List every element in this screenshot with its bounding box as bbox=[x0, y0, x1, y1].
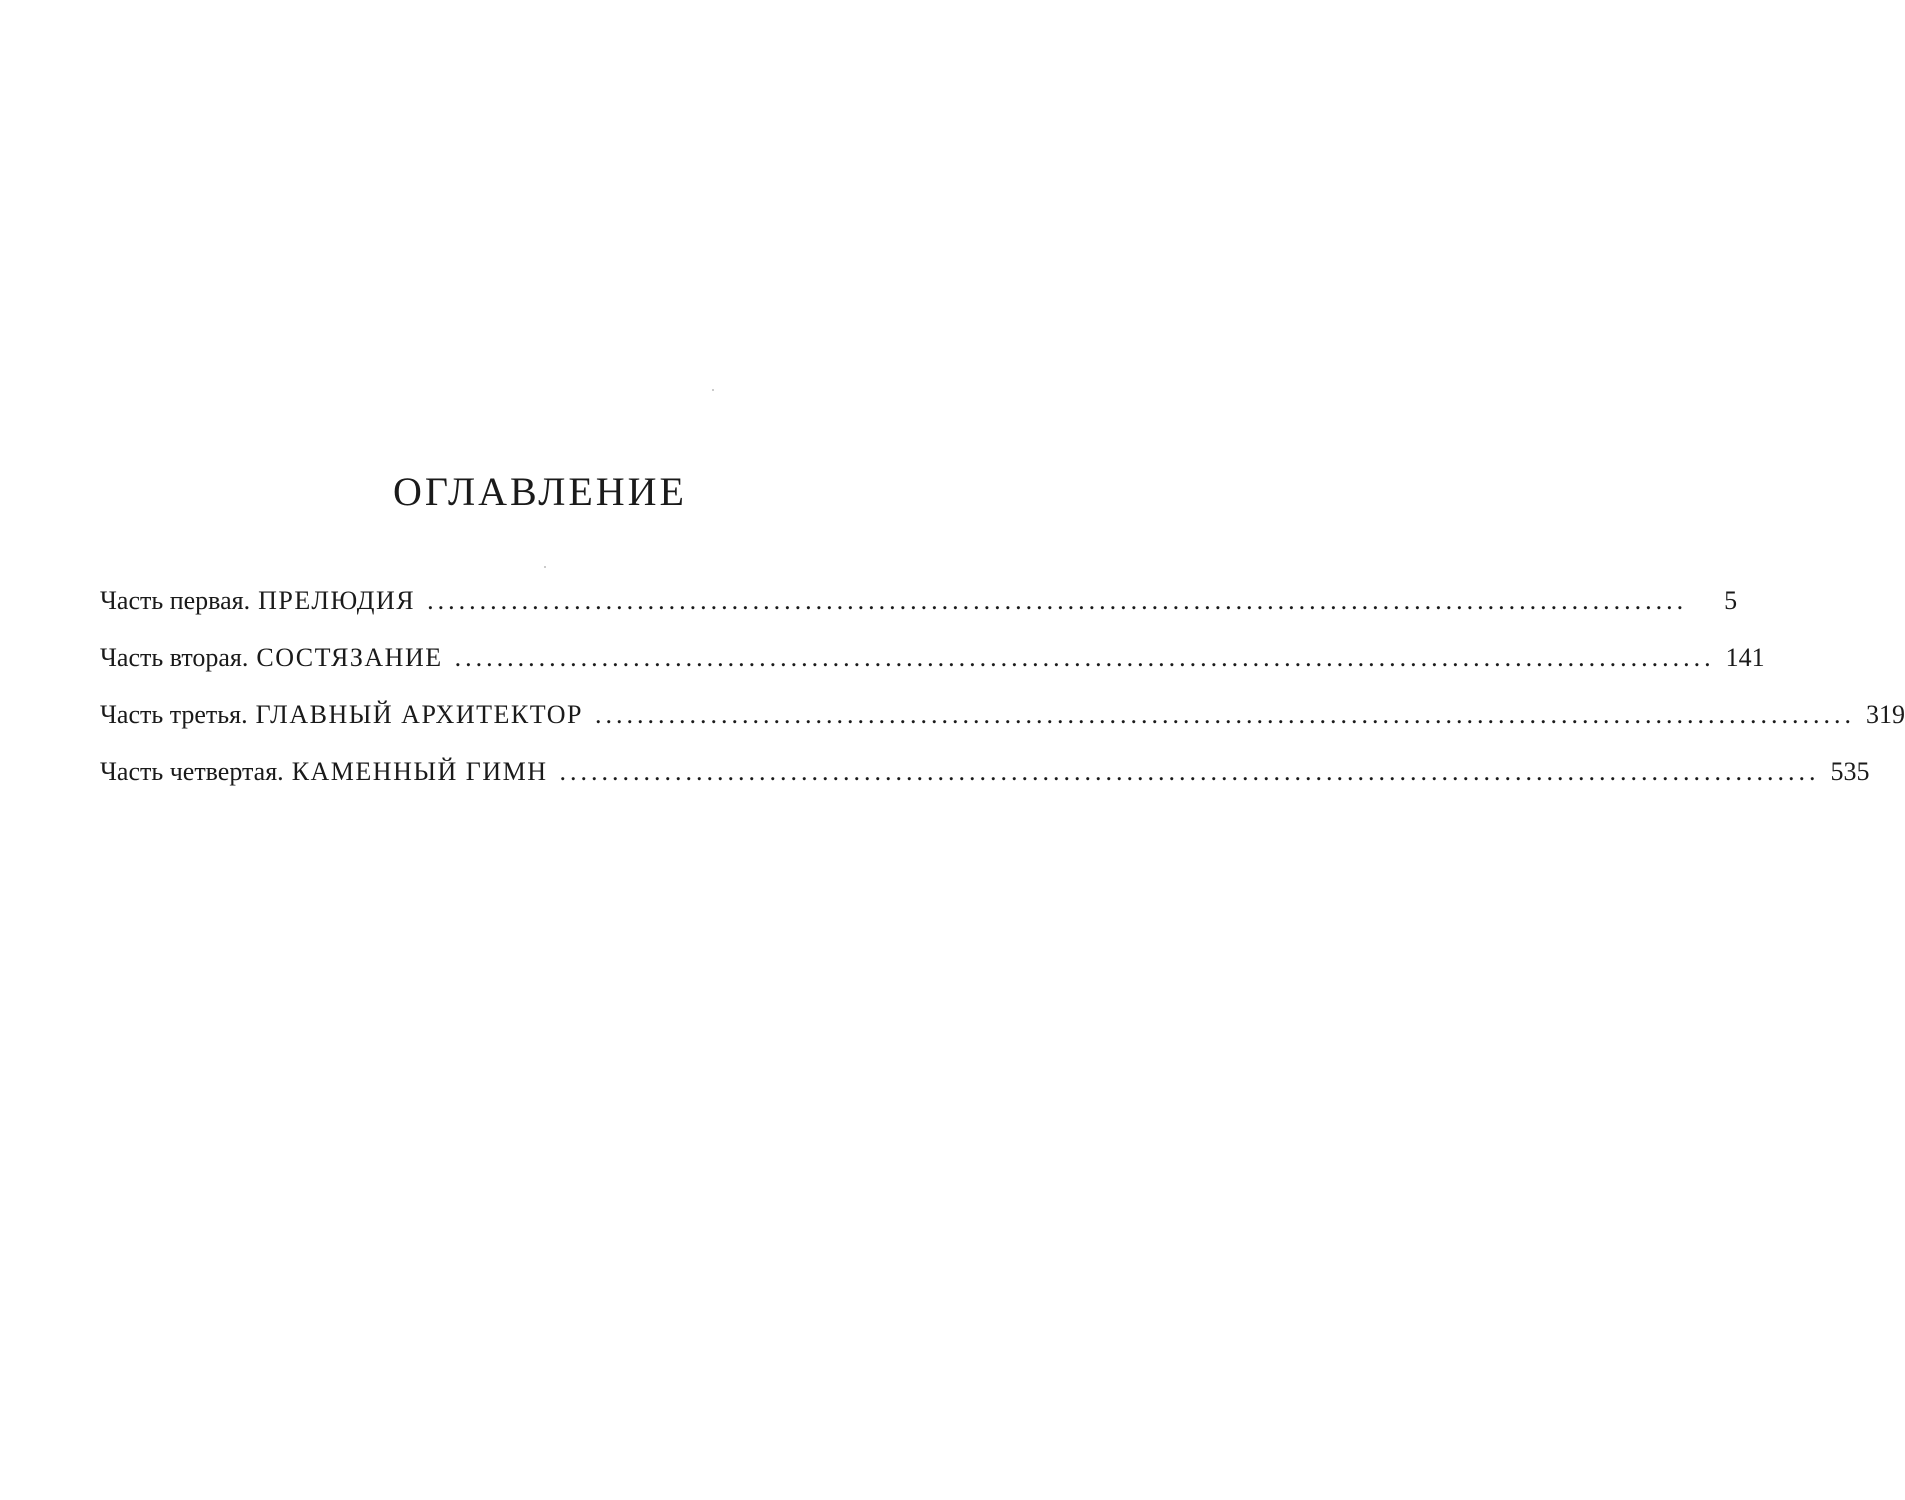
dot-leader: ........................................................................................................................ bbox=[595, 700, 1855, 729]
toc-entry-label: Часть вторая. bbox=[100, 643, 249, 672]
toc-entry-label: Часть третья. bbox=[100, 700, 248, 729]
dot-leader: ........................................................................................................................ bbox=[559, 757, 1820, 786]
dot-leader: ........................................................................................................................ bbox=[454, 643, 1715, 672]
toc-entry-title: ПРЕЛЮДИЯ bbox=[258, 586, 416, 615]
toc-entry[interactable] bbox=[100, 757, 1870, 816]
toc-entry-page: 535 bbox=[1830, 757, 1870, 786]
toc-entry-title: ГЛАВНЫЙ АРХИТЕКТОР bbox=[255, 700, 583, 729]
toc-list bbox=[100, 586, 1905, 816]
dot-leader: ........................................................................................................................ bbox=[427, 586, 1688, 615]
toc-title: ОГЛАВЛЕНИЕ bbox=[393, 469, 687, 514]
toc-entry[interactable] bbox=[100, 643, 1765, 702]
toc-entry-label: Часть первая. bbox=[100, 586, 251, 615]
toc-entry-page: 141 bbox=[1725, 643, 1765, 672]
toc-entry-page: 5 bbox=[1724, 586, 1738, 615]
paper-speck bbox=[712, 389, 714, 391]
toc-entry-label: Часть четвертая. bbox=[100, 757, 284, 786]
paper-speck bbox=[544, 566, 546, 568]
toc-entry[interactable] bbox=[100, 700, 1905, 759]
toc-entry-title: КАМЕННЫЙ ГИМН bbox=[291, 757, 548, 786]
toc-entry-title: СОСТЯЗАНИЕ bbox=[256, 643, 443, 672]
toc-entry[interactable] bbox=[100, 586, 1738, 645]
toc-entry-page: 319 bbox=[1866, 700, 1905, 729]
